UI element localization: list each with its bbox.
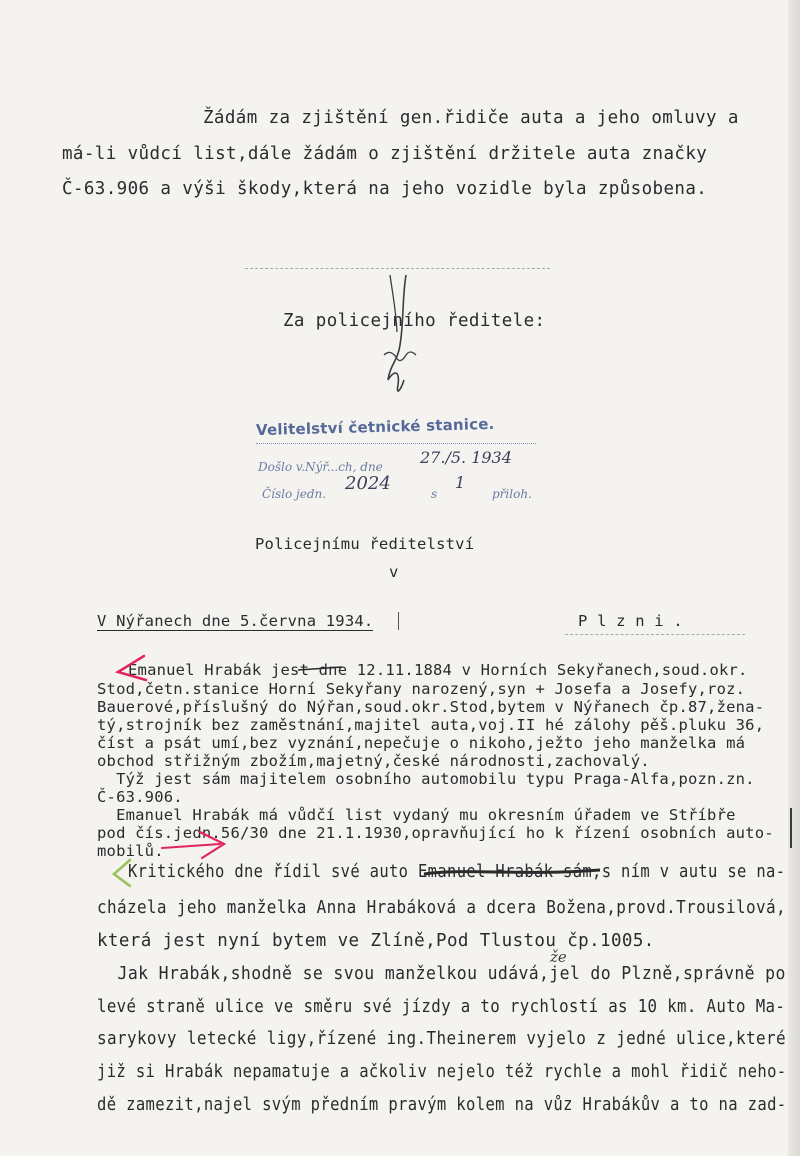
column-divider: [398, 612, 399, 630]
narrative-line-7: již si Hrabák nepamatuje a ačkoliv nejelo též rychle a mohl řidič neho-: [97, 1062, 787, 1082]
narrative-line-1: Kritického dne řídil své auto Emanuel Hrabák sám,s ním v autu se na-: [128, 862, 786, 882]
narrative-line-2: cházela jeho manželka Anna Hrabáková a dcera Božena,provd.Trousilová,: [97, 898, 786, 918]
report-line-8: Č-63.906.: [97, 788, 183, 806]
report-line-1: Emanuel Hrabák jest dne 12.11.1884 v Horních Sekyřanech,soud.okr.: [128, 661, 748, 679]
report-line-4: tý,strojník bez zaměstnání,majitel auta,voj.II hé zálohy pěš.pluku 36,: [97, 716, 765, 734]
intro-line-2: má-li vůdcí list,dále žádám o zjištění držitele auta značky: [62, 144, 708, 164]
stamp-rule: [256, 443, 536, 444]
intro-line-1: Žádám za zjištění gen.řidiče auta a jeho omluvy a: [203, 108, 739, 128]
stamp-number-label: Číslo jedn.: [262, 487, 327, 501]
margin-bar: [790, 808, 792, 848]
red-pencil-arrow: [160, 828, 230, 864]
narrative-line-4: Jak Hrabák,shodně se svou manželkou udává,jel do Plzně,správně po: [97, 964, 786, 984]
narrative-line-6: sarykovy letecké ligy,řízené ing.Theinerem vyjelo z jedné ulice,které: [97, 1029, 786, 1049]
stamp-received-date: 27./5. 1934: [420, 448, 512, 467]
faint-dotted-line: [245, 268, 550, 269]
city: P l z n i .: [578, 612, 683, 630]
narrative-line-5: levé straně ulice ve směru své jízdy a to rychlostí as 10 km. Auto Ma-: [97, 997, 786, 1017]
report-line-9: Emanuel Hrabák má vůdčí list vydaný mu okresním úřadem ve Stříbře: [97, 806, 736, 824]
stamp-title: Velitelství četnické stanice.: [255, 414, 495, 440]
stamp-received-label: Došlo v.Nýř...ch, dne: [258, 460, 383, 474]
report-line-11: mobilů.: [97, 842, 164, 860]
place-date-text: V Nýřanech dne 5.června 1934.: [97, 612, 374, 630]
signature: [370, 270, 430, 410]
report-line-10: pod čís.jedn.56/30 dne 21.1.1930,opravňující ho k řízení osobních auto-: [97, 824, 774, 842]
addressee-line-1: Policejnímu ředitelství: [255, 535, 475, 553]
paper-edge: [788, 0, 800, 1156]
stamp-attachments-label: s: [431, 487, 438, 501]
report-line-3: Bauerové,příslušný do Nýřan,soud.okr.Stod,bytem v Nýřanech čp.87,žena-: [97, 698, 765, 716]
report-line-2: Stod,četn.stanice Horní Sekyřany narozený,syn + Josefa a Josefy,roz.: [97, 680, 746, 698]
stamp-attachments-suffix: přiloh.: [492, 487, 532, 501]
strike-jest: [296, 662, 346, 676]
red-pencil-mark-top: [110, 650, 150, 690]
narrative-line-8: dě zamezit,najel svým předním pravým kolem na vůz Hrabákův a to na zad-: [97, 1095, 787, 1115]
city-dotted-line: [565, 634, 745, 635]
narrative-line-3: která jest nyní bytem ve Zlíně,Pod Tlustou čp.1005.: [97, 931, 655, 951]
report-line-5: číst a psát umí,bez vyznání,nepečuje o nikoho,ježto jeho manželka má: [97, 734, 746, 752]
place-date: [97, 614, 373, 630]
closing-line: Za policejního ředitele:: [283, 311, 546, 331]
intro-line-3: Č-63.906 a výši škody,která na jeho vozidle byla způsobena.: [62, 179, 708, 199]
stamp-number-value: 2024: [345, 473, 391, 494]
report-line-7: Týž jest sám majitelem osobního automobilu typu Praga-Alfa,pozn.zn.: [97, 770, 755, 788]
addressee-line-2: v: [389, 563, 399, 581]
report-line-6: obchod střižným zbožím,majetný,české národnosti,zachovalý.: [97, 752, 650, 770]
stamp-attachments-value: 1: [455, 473, 466, 492]
strike-name: [422, 862, 607, 884]
insert-mark: že: [550, 948, 567, 966]
